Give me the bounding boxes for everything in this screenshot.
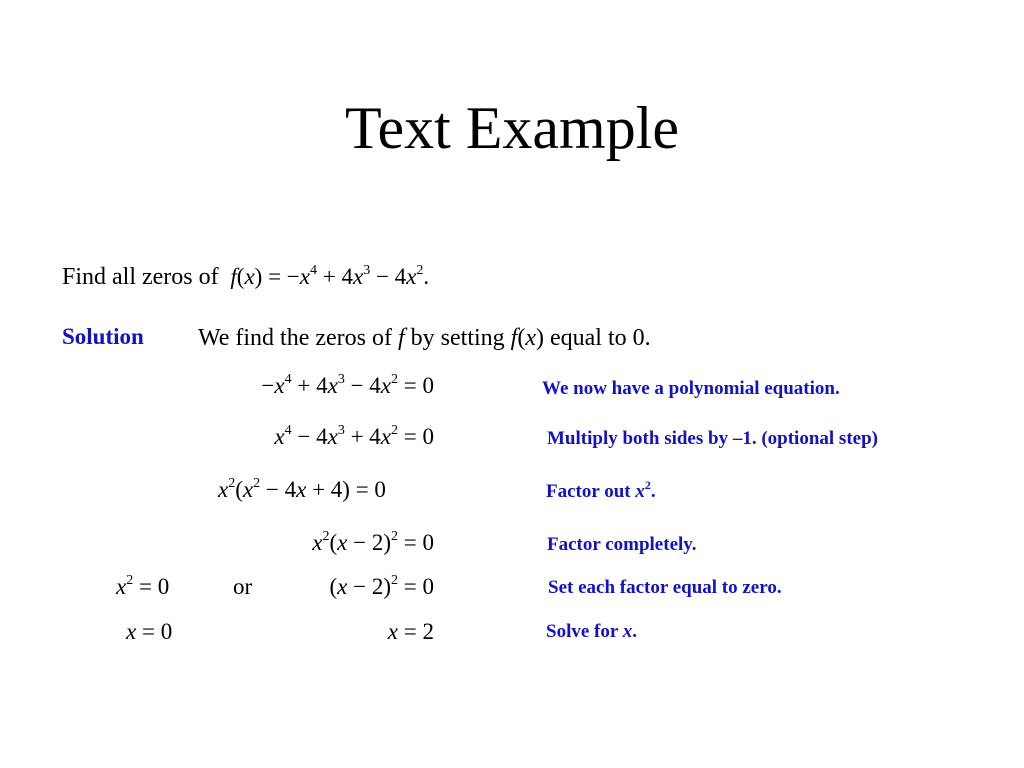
step-5-right-equation: $(x - 2)^2 = 0$ bbox=[329, 573, 434, 599]
step-6-left-equation: x = 0 bbox=[126, 619, 173, 644]
step-5-note: Set each factor equal to zero. bbox=[548, 577, 782, 598]
problem-function: $f(x) = -x^4 + 4x^3 - 4x^2$. bbox=[230, 263, 430, 289]
solution-sentence: We find the zeros of f by setting f(x) equal to 0. bbox=[198, 325, 651, 351]
step-4-equation: $x^2(x - 2)^2 = 0$ bbox=[312, 529, 434, 555]
step-1-note: We now have a polynomial equation. bbox=[542, 378, 840, 399]
step-2-equation: $x^4 - 4x^3 + 4x^2 = 0$ bbox=[274, 423, 434, 449]
slide-title: Text Example bbox=[344, 95, 679, 161]
step-6-note: Solve for x. bbox=[546, 621, 637, 642]
solution-label: Solution bbox=[62, 324, 144, 349]
step-5-or: or bbox=[233, 574, 253, 599]
step-4-note: Factor completely. bbox=[547, 534, 697, 555]
problem-statement bbox=[62, 263, 429, 291]
step-3-note: Factor out $x^2$. bbox=[546, 478, 656, 502]
step-3-equation: $x^2(x^2 - 4x + 4) = 0$ bbox=[218, 476, 386, 502]
step-6-right-equation: x = 2 bbox=[387, 619, 434, 644]
step-2-note: Multiply both sides by –1. (optional step) bbox=[547, 428, 878, 449]
problem-prefix: Find all zeros of bbox=[62, 264, 219, 290]
step-1-equation: $-x^4 + 4x^3 - 4x^2 = 0$ bbox=[261, 372, 434, 398]
step-5-left-equation: $x^2 = 0$ bbox=[116, 573, 170, 599]
